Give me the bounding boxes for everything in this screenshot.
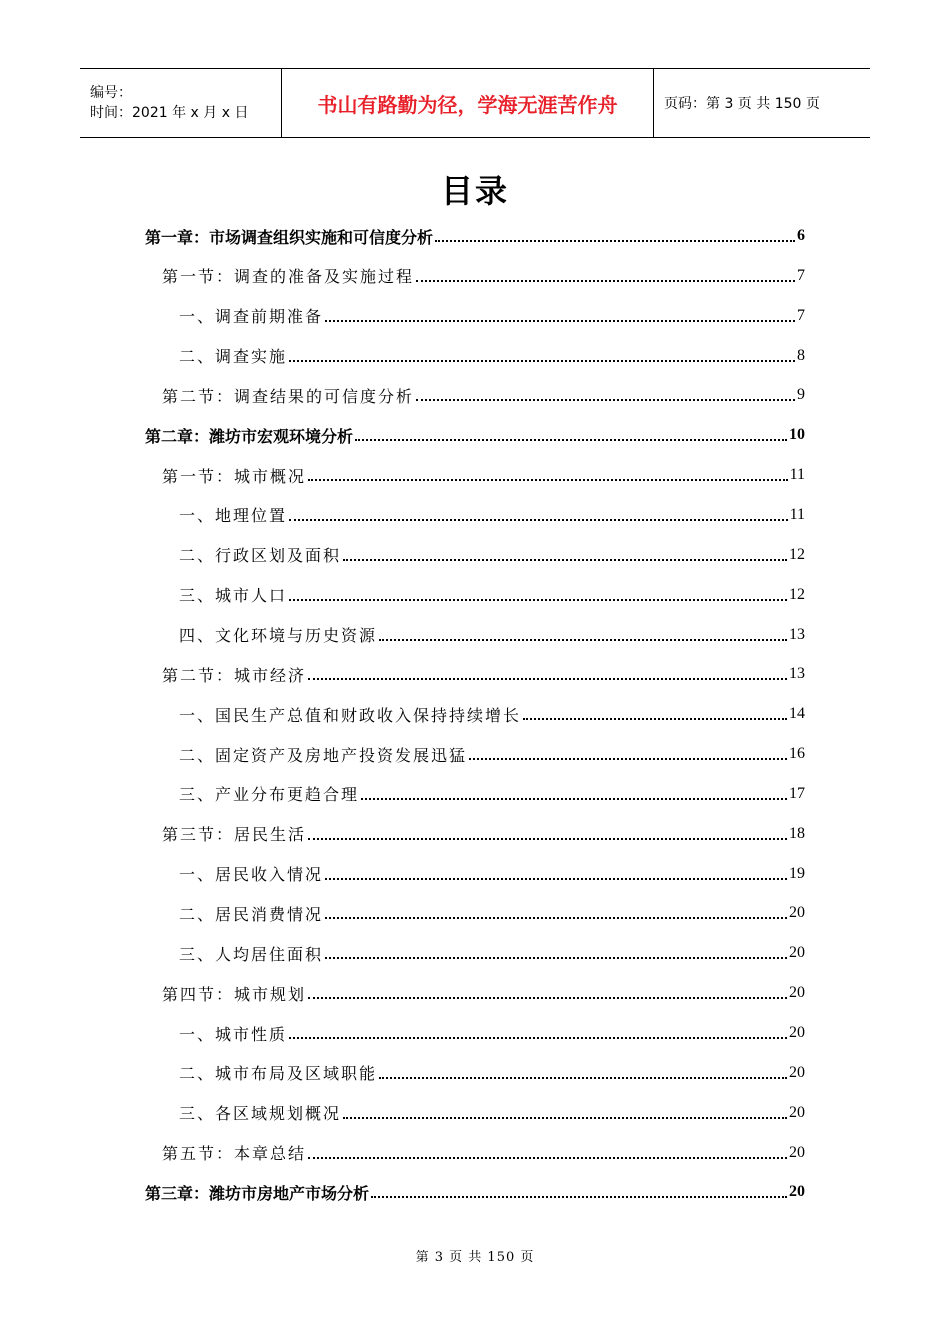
header-motto: 书山有路勤为径，学海无涯苦作舟 bbox=[282, 69, 654, 137]
toc-entry[interactable] bbox=[162, 256, 805, 296]
toc-leader-dots bbox=[469, 758, 787, 760]
toc-leader-dots bbox=[343, 559, 787, 561]
toc-entry-page: 20 bbox=[789, 1183, 805, 1201]
header-meta bbox=[80, 69, 282, 137]
toc-entry[interactable] bbox=[179, 296, 805, 336]
toc-entry[interactable] bbox=[179, 694, 805, 734]
toc-entry[interactable] bbox=[179, 854, 805, 894]
toc-entry-page: 20 bbox=[789, 984, 805, 1002]
toc-leader-dots bbox=[361, 798, 787, 800]
toc-entry-title: 第三章：潍坊市房地产市场分析 bbox=[145, 1183, 370, 1203]
toc-entry-title: 一、城市性质 bbox=[179, 1024, 288, 1044]
toc-entry[interactable] bbox=[179, 1093, 805, 1133]
toc-entry-page: 11 bbox=[789, 466, 805, 484]
toc-entry[interactable] bbox=[145, 415, 805, 455]
toc-entry-title: 第一节：城市概况 bbox=[162, 466, 307, 486]
toc-entry-title: 第二节：城市经济 bbox=[162, 665, 307, 685]
toc-entry[interactable] bbox=[179, 615, 805, 655]
document-title: 目录 bbox=[440, 172, 509, 210]
toc-entry-page: 12 bbox=[789, 585, 805, 603]
toc-entry-title: 第一节：调查的准备及实施过程 bbox=[162, 267, 415, 287]
toc-entry-page: 9 bbox=[797, 386, 805, 404]
toc-entry-title: 第四节：城市规划 bbox=[162, 984, 307, 1004]
toc-leader-dots bbox=[325, 878, 787, 880]
toc-leader-dots bbox=[308, 997, 787, 999]
toc-leader-dots bbox=[523, 718, 787, 720]
toc-leader-dots bbox=[355, 439, 787, 441]
toc-entry-page: 14 bbox=[789, 705, 805, 723]
toc-leader-dots bbox=[379, 639, 787, 641]
toc-entry-page: 20 bbox=[789, 1103, 805, 1121]
toc-entry[interactable] bbox=[162, 973, 805, 1013]
toc-leader-dots bbox=[308, 678, 787, 680]
toc-entry-title: 三、各区域规划概况 bbox=[179, 1104, 342, 1124]
toc-leader-dots bbox=[416, 399, 795, 401]
toc-entry[interactable] bbox=[179, 495, 805, 535]
toc-entry[interactable] bbox=[179, 774, 805, 814]
toc-entry-title: 第二节：调查结果的可信度分析 bbox=[162, 386, 415, 406]
toc-entry-title: 一、地理位置 bbox=[179, 506, 288, 526]
toc-entry-page: 8 bbox=[797, 346, 805, 364]
toc-entry[interactable] bbox=[162, 654, 805, 694]
toc-entry[interactable] bbox=[162, 814, 805, 854]
toc-leader-dots bbox=[343, 1117, 787, 1119]
toc-entry-page: 10 bbox=[789, 426, 805, 444]
toc-entry-page: 17 bbox=[789, 784, 805, 802]
toc-leader-dots bbox=[416, 280, 795, 282]
toc-entry-title: 二、固定资产及房地产投资发展迅猛 bbox=[179, 745, 468, 765]
toc-entry-page: 13 bbox=[789, 665, 805, 683]
toc-entry-title: 第二章：潍坊市宏观环境分析 bbox=[145, 426, 354, 446]
page-footer: 第 3 页 共 150 页 bbox=[415, 1250, 535, 1265]
toc-leader-dots bbox=[308, 1157, 787, 1159]
toc-entry-title: 三、产业分布更趋合理 bbox=[179, 785, 360, 805]
toc-entry-title: 二、行政区划及面积 bbox=[179, 546, 342, 566]
toc-entry[interactable] bbox=[145, 216, 805, 256]
toc-leader-dots bbox=[308, 838, 787, 840]
toc-entry-page: 12 bbox=[789, 545, 805, 563]
header-number-label: 编号： bbox=[90, 85, 132, 101]
toc-entry[interactable] bbox=[162, 1133, 805, 1173]
toc-entry-title: 三、城市人口 bbox=[179, 586, 288, 606]
toc-entry[interactable] bbox=[179, 893, 805, 933]
toc-entry[interactable] bbox=[179, 1053, 805, 1093]
toc-leader-dots bbox=[308, 479, 788, 481]
toc-entry-title: 二、调查实施 bbox=[179, 347, 288, 367]
toc-entry-page: 6 bbox=[797, 227, 805, 244]
toc-entry-title: 一、国民生产总值和财政收入保持持续增长 bbox=[179, 705, 522, 725]
toc-entry-page: 11 bbox=[789, 505, 805, 523]
toc-entry-page: 20 bbox=[789, 944, 805, 962]
toc-entry[interactable] bbox=[145, 1172, 805, 1212]
toc-leader-dots bbox=[289, 519, 788, 521]
toc-entry-title: 四、文化环境与历史资源 bbox=[179, 626, 378, 645]
toc-leader-dots bbox=[371, 1196, 787, 1198]
toc-entry[interactable] bbox=[162, 455, 805, 495]
toc-entry-page: 18 bbox=[789, 824, 805, 842]
toc-entry[interactable] bbox=[179, 575, 805, 615]
toc-leader-dots bbox=[325, 320, 795, 322]
toc-entry-title: 第五节：本章总结 bbox=[162, 1144, 307, 1164]
toc-entry[interactable] bbox=[179, 1013, 805, 1053]
header-time-label: 时间：2021 年 x 月 x 日 bbox=[90, 105, 249, 121]
toc-entry-title: 三、人均居住面积 bbox=[179, 944, 324, 964]
toc-entry-page: 13 bbox=[789, 625, 805, 643]
toc-entry[interactable] bbox=[162, 375, 805, 415]
toc-entry-page: 20 bbox=[789, 1143, 805, 1161]
toc-entry-title: 二、城市布局及区域职能 bbox=[179, 1064, 378, 1084]
header-page-code: 页码：第 3 页 共 150 页 bbox=[664, 96, 820, 112]
toc-entry-title: 一、调查前期准备 bbox=[179, 307, 324, 327]
toc-leader-dots bbox=[379, 1077, 787, 1079]
toc-entry-page: 20 bbox=[789, 1024, 805, 1041]
toc-leader-dots bbox=[289, 360, 795, 362]
toc-entry-page: 16 bbox=[789, 745, 805, 763]
toc-leader-dots bbox=[289, 599, 787, 601]
toc-entry-title: 第一章：市场调查组织实施和可信度分析 bbox=[145, 227, 434, 247]
toc-entry-page: 19 bbox=[789, 864, 805, 882]
toc-leader-dots bbox=[325, 957, 787, 959]
toc-entry-page: 7 bbox=[797, 266, 805, 284]
toc-entry-title: 二、居民消费情况 bbox=[179, 904, 324, 924]
toc-entry[interactable] bbox=[179, 336, 805, 376]
toc-entry-title: 第三节：居民生活 bbox=[162, 825, 307, 845]
page-header bbox=[80, 68, 870, 138]
toc-leader-dots bbox=[435, 240, 795, 242]
toc-entry[interactable] bbox=[179, 535, 805, 575]
toc-entry-page: 7 bbox=[797, 306, 805, 324]
toc-entry-title: 一、居民收入情况 bbox=[179, 865, 324, 885]
toc-leader-dots bbox=[325, 917, 787, 919]
toc-entry[interactable] bbox=[179, 734, 805, 774]
toc-entry[interactable] bbox=[179, 933, 805, 973]
toc-entry-page: 20 bbox=[789, 1063, 805, 1081]
toc-leader-dots bbox=[289, 1037, 787, 1039]
toc-entry-page: 20 bbox=[789, 904, 805, 922]
